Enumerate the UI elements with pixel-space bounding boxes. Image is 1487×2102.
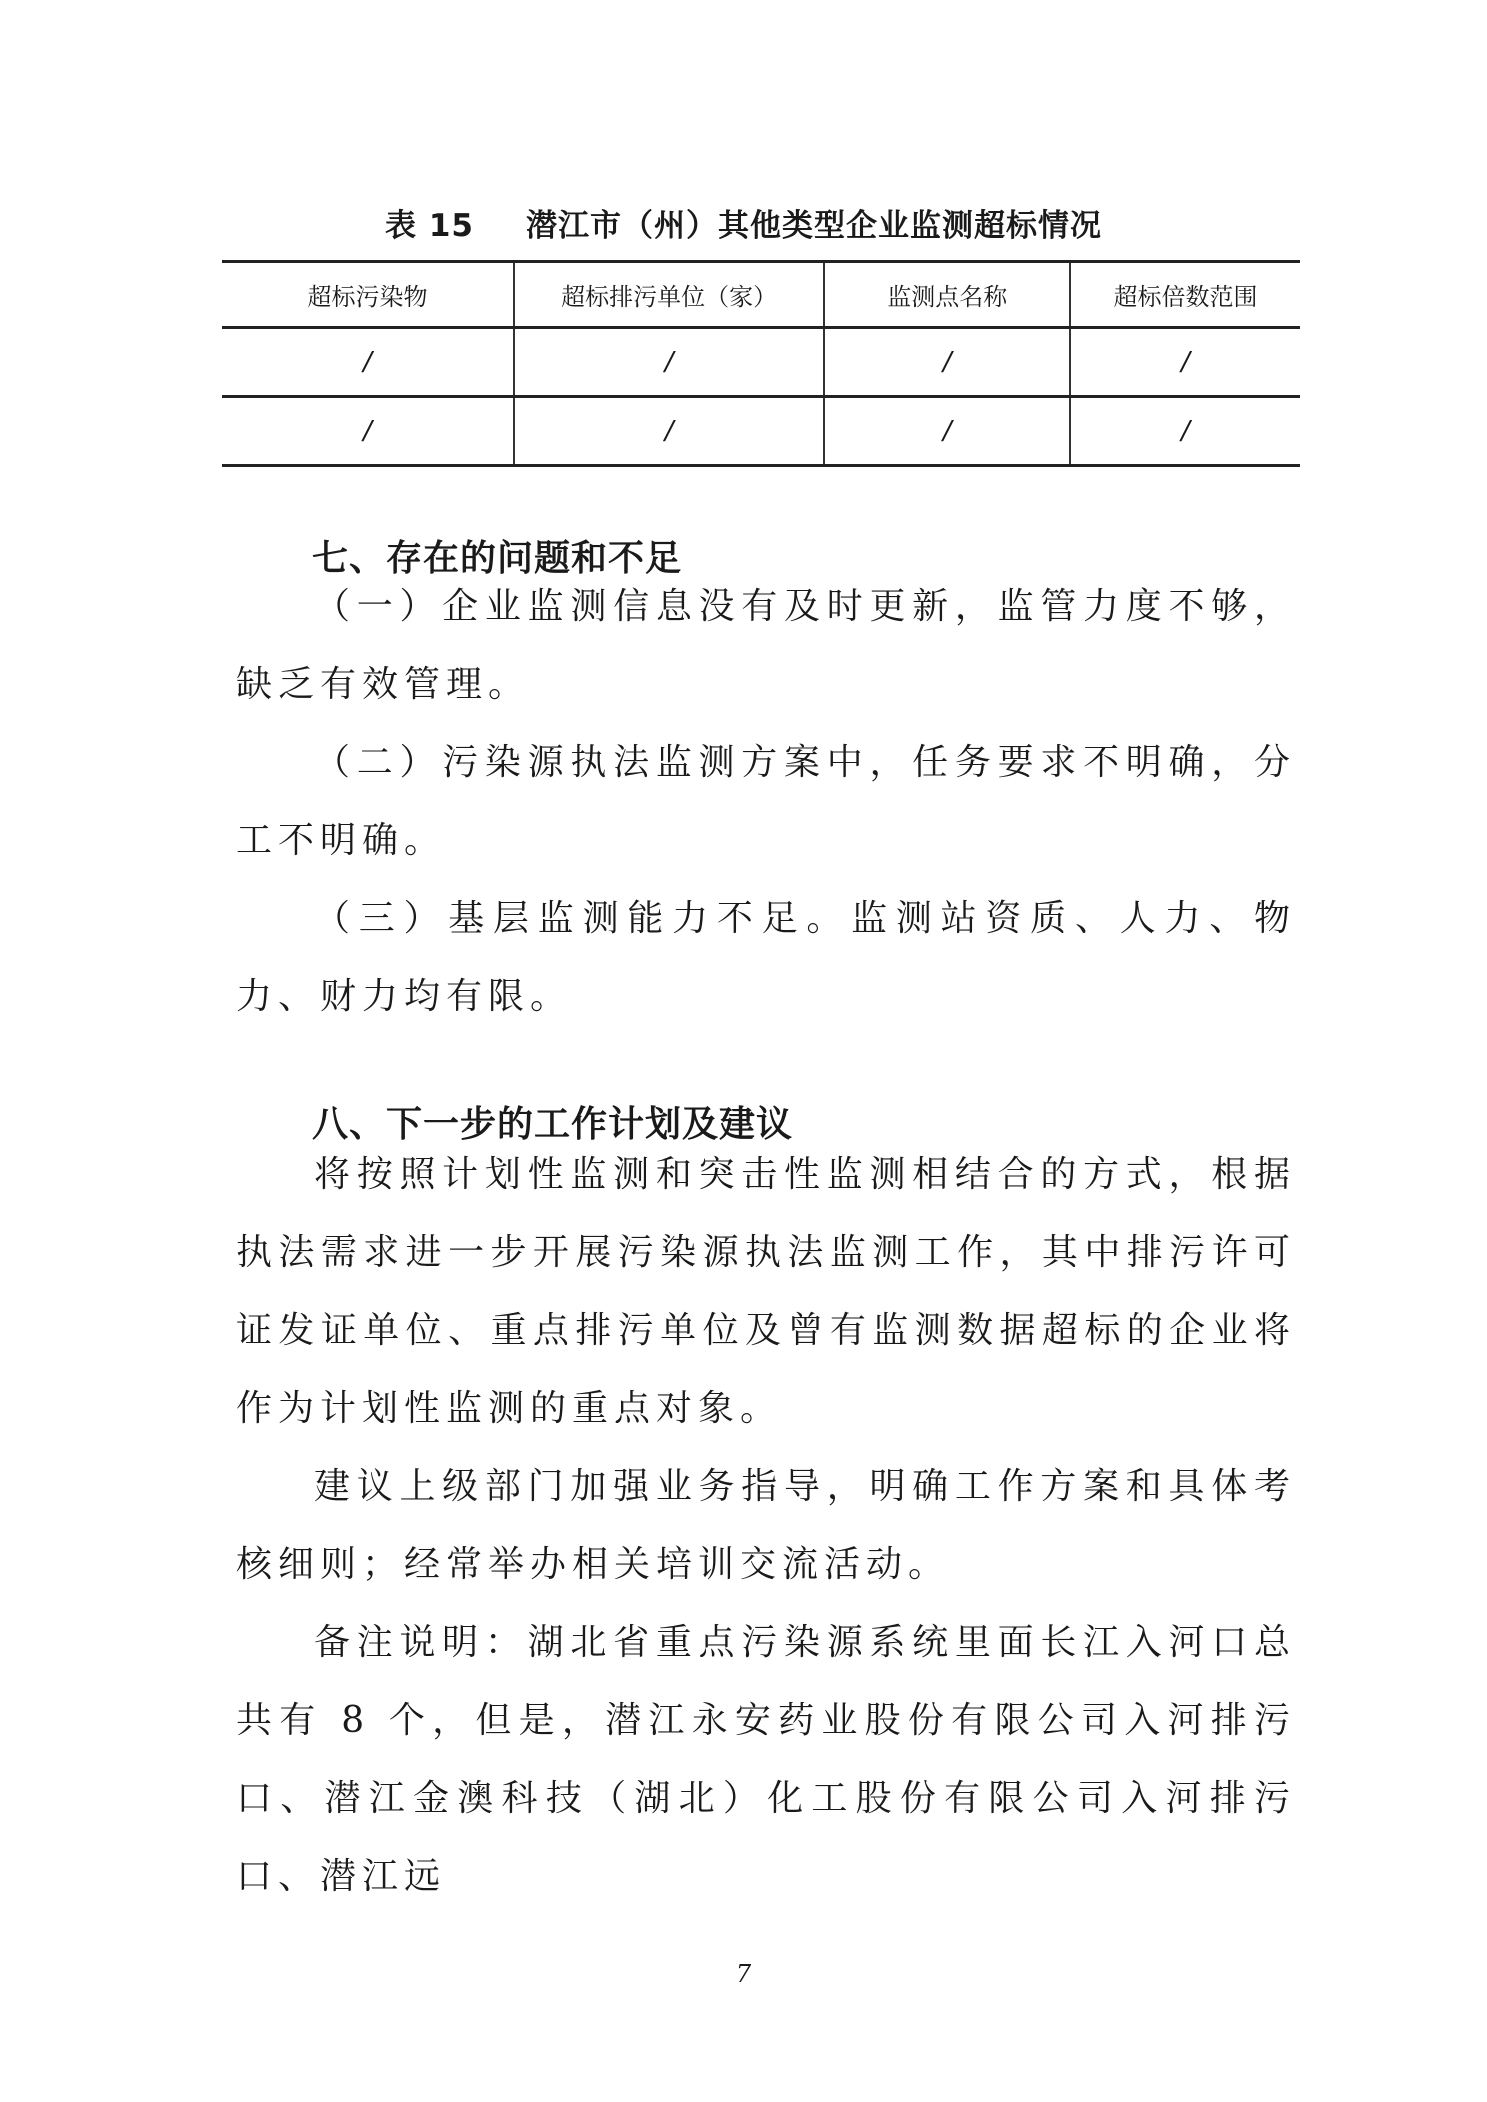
table-cell: / xyxy=(514,397,824,466)
table-caption xyxy=(0,200,1487,245)
table-cell: / xyxy=(222,328,514,397)
paragraph-remark: 备注说明：湖北省重点污染源系统里面长江入河口总共有 8 个，但是，潜江永安药业股份有限公司入河排污口、潜江金澳科技（湖北）化工股份有限公司入河排污口、潜江远 xyxy=(236,1622,1296,1897)
paragraph-problem-2: （二）污染源执法监测方案中，任务要求不明确，分工不明确。 xyxy=(236,742,1296,861)
table-cell: / xyxy=(222,397,514,466)
column-header: 超标倍数范围 xyxy=(1070,262,1300,328)
table-row xyxy=(222,328,1300,397)
paragraph-problem-3: （三）基层监测能力不足。监测站资质、人力、物力、财力均有限。 xyxy=(236,898,1296,1017)
section-heading-problems: 七、存在的问题和不足 xyxy=(312,538,683,579)
table-cell: / xyxy=(824,397,1070,466)
section-heading-plan: 八、下一步的工作计划及建议 xyxy=(312,1104,794,1145)
table-cell: / xyxy=(514,328,824,397)
table-cell: / xyxy=(824,328,1070,397)
table-cell: / xyxy=(1070,328,1300,397)
exceedance-table xyxy=(222,260,1300,467)
table-cell: / xyxy=(1070,397,1300,466)
page-number: 7 xyxy=(735,1960,752,1988)
paragraph-plan: 将按照计划性监测和突击性监测相结合的方式，根据执法需求进一步开展污染源执法监测工作，其中排污许可证发证单位、重点排污单位及曾有监测数据超标的企业将作为计划性监测的重点对象。 xyxy=(236,1154,1296,1429)
table-title: 潜江市（州）其他类型企业监测超标情况 xyxy=(525,208,1102,244)
table-row xyxy=(222,397,1300,466)
column-header: 监测点名称 xyxy=(824,262,1070,328)
column-header: 超标排污单位（家） xyxy=(514,262,824,328)
table-header-row xyxy=(222,262,1300,328)
paragraph-suggestion: 建议上级部门加强业务指导，明确工作方案和具体考核细则；经常举办相关培训交流活动。 xyxy=(236,1466,1296,1585)
table-number: 表 15 xyxy=(385,208,474,244)
column-header: 超标污染物 xyxy=(222,262,514,328)
paragraph-problem-1: （一）企业监测信息没有及时更新，监管力度不够，缺乏有效管理。 xyxy=(236,586,1296,705)
